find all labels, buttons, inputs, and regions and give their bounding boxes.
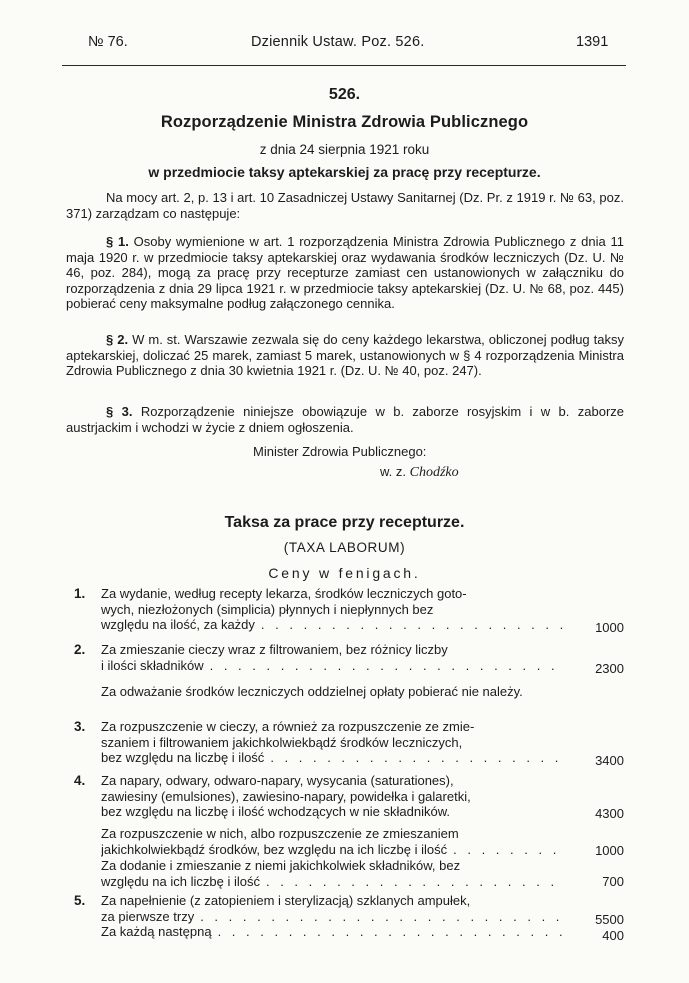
item-3-number: 3. xyxy=(74,719,86,734)
item-1-line-3: względu na ilość, za każdy . . . xyxy=(101,617,563,633)
item-4-number: 4. xyxy=(74,773,86,788)
item-2-number: 2. xyxy=(74,642,86,657)
item-4-line-2: zawiesiny (emulsiones), zawiesino-napary, powidełka i galaretki, xyxy=(101,788,471,804)
item-4-sub-2-price: 700 xyxy=(602,874,624,889)
item-4-sub-2-text xyxy=(101,858,563,889)
item-1-number: 1. xyxy=(74,586,86,601)
decree-date: z dnia 24 sierpnia 1921 roku xyxy=(259,142,430,157)
item-3-line-2: szaniem i filtrowaniem jakichkolwiekbądź środków leczniczych, xyxy=(101,734,463,750)
item-4-sub-1-text xyxy=(101,826,563,857)
item-2-text xyxy=(101,642,563,673)
paragraph-1-text: Osoby wymienione w art. 1 rozporządzenia Ministra Zdrowia Publicznego z dnia 11 maja 1920 r. w przedmiocie taksy aptekarskiej oraz wydawania środków leczniczych (Dz. U. № 46, poz. 284), mogą za pracę przy recepturze zamiast cen ustanowionych w załączniku do rozporządzenia z dnia 29 lipca 1921 r. w przedmiocie taksy aptekarskiej (Dz. U. № 68, poz. 445) pobierać ceny maksymalne podług załączonego cennika. xyxy=(66,234,624,311)
item-4-sub-1-price: 1000 xyxy=(595,843,624,858)
item-1-text xyxy=(101,586,563,633)
item-5-line-2: za pierwsze trzy . . . xyxy=(101,909,563,925)
item-1-line-1: Za wydanie, według recepty lekarza, środków leczniczych goto- xyxy=(101,586,467,601)
tariff-title: Taksa za prace przy recepturze. xyxy=(224,514,465,531)
decree-title: Rozporządzenie Ministra Zdrowia Publicznego xyxy=(160,113,529,131)
paragraph-3 xyxy=(66,404,624,435)
item-3-line-3: bez względu na liczbę i ilość . . . xyxy=(101,750,563,766)
signature-name: Chodźko xyxy=(409,465,459,480)
item-2-line-2: i ilości składników . . . xyxy=(101,658,563,674)
journal-title: Dziennik Ustaw. Poz. 526. xyxy=(251,34,425,50)
item-2-price: 2300 xyxy=(595,661,624,676)
item-5-sub-1-price: 400 xyxy=(602,928,624,943)
page-header xyxy=(0,34,689,54)
paragraph-1 xyxy=(66,234,624,312)
paragraph-2-text: W m. st. Warszawie zezwala się do ceny każdego lekarstwa, obliczonej podług taksy aptekarskiej, doliczać 25 marek, zamiast 5 marek, ustanowionych w § 4 rozporządzenia Ministra Zdrowia Publicznego z dnia 30 kwietnia 1921 r. (Dz. U. № 40, poz. 247). xyxy=(66,332,624,378)
item-4-line-3: bez względu na liczbę i ilość wchodzących w nie składników. xyxy=(101,804,451,820)
page-number: 1391 xyxy=(576,34,609,50)
item-2-line-1: Za zmieszanie cieczy wraz z filtrowaniem, bez różnicy liczby xyxy=(101,642,448,657)
signature-prefix: w. z. xyxy=(380,464,407,479)
item-4-line-1: Za napary, odwary, odwaro-napary, wysycania (saturationes), xyxy=(101,773,454,788)
paragraph-1-label: § 1. xyxy=(106,234,129,249)
position-number: 526. xyxy=(328,86,361,103)
item-5-price: 5500 xyxy=(595,912,624,927)
tariff-latin-title: (TAXA LABORUM) xyxy=(283,540,406,555)
paragraph-3-label: § 3. xyxy=(106,404,133,419)
item-1-price: 1000 xyxy=(595,620,624,635)
item-5-number: 5. xyxy=(74,893,86,908)
issue-number: № 76. xyxy=(88,34,128,50)
item-5-sub-1-line-1: Za każdą następną . . . xyxy=(101,924,563,940)
header-rule xyxy=(62,65,626,66)
signature-line xyxy=(380,464,459,481)
item-4-sub-2-line-2: względu na ich liczbę i ilość . . . xyxy=(101,874,563,890)
item-4-text xyxy=(101,773,563,820)
paragraph-2 xyxy=(66,332,624,379)
tariff-unit: Ceny w fenigach. xyxy=(268,565,421,581)
item-4-sub-1-line-1: Za rozpuszczenie w nich, albo rozpuszczenie ze zmieszaniem xyxy=(101,826,459,841)
item-4-price: 4300 xyxy=(595,806,624,821)
paragraph-3-text: Rozporządzenie niniejsze obowiązuje w b. zaborze rosyjskim i w b. zaborze austrjackim i wchodzi w życie z dniem ogłoszenia. xyxy=(66,404,625,435)
item-3-price: 3400 xyxy=(595,753,624,768)
decree-subject: w przedmiocie taksy aptekarskiej za pracę przy recepturze. xyxy=(148,164,541,180)
item-2-note: Za odważanie środków leczniczych oddzielnej opłaty pobierać nie należy. xyxy=(101,684,523,699)
item-5-text xyxy=(101,893,563,940)
item-4-sub-1-line-2: jakichkolwiekbądź środków, bez względu na ich liczbę i ilość . . . xyxy=(101,842,563,858)
item-3-text xyxy=(101,719,563,766)
intro-paragraph: Na mocy art. 2, p. 13 i art. 10 Zasadniczej Ustawy Sanitarnej (Dz. Pr. z 1919 r. № 63, poz. 371) zarządzam co następuje: xyxy=(66,190,624,221)
item-4-sub-2-line-1: Za dodanie i zmieszanie z niemi jakichkolwiek składników, bez xyxy=(101,858,461,873)
signature-role: Minister Zdrowia Publicznego: xyxy=(253,444,427,459)
item-5-line-1: Za napełnienie (z zatopieniem i sterylizacją) szklanych ampułek, xyxy=(101,893,471,908)
item-3-line-1: Za rozpuszczenie w cieczy, a również za rozpuszczenie ze zmie- xyxy=(101,719,475,734)
item-1-line-2: wych, niezłożonych (simplicia) płynnych i niepłynnych bez xyxy=(101,601,434,617)
paragraph-2-label: § 2. xyxy=(106,332,129,347)
